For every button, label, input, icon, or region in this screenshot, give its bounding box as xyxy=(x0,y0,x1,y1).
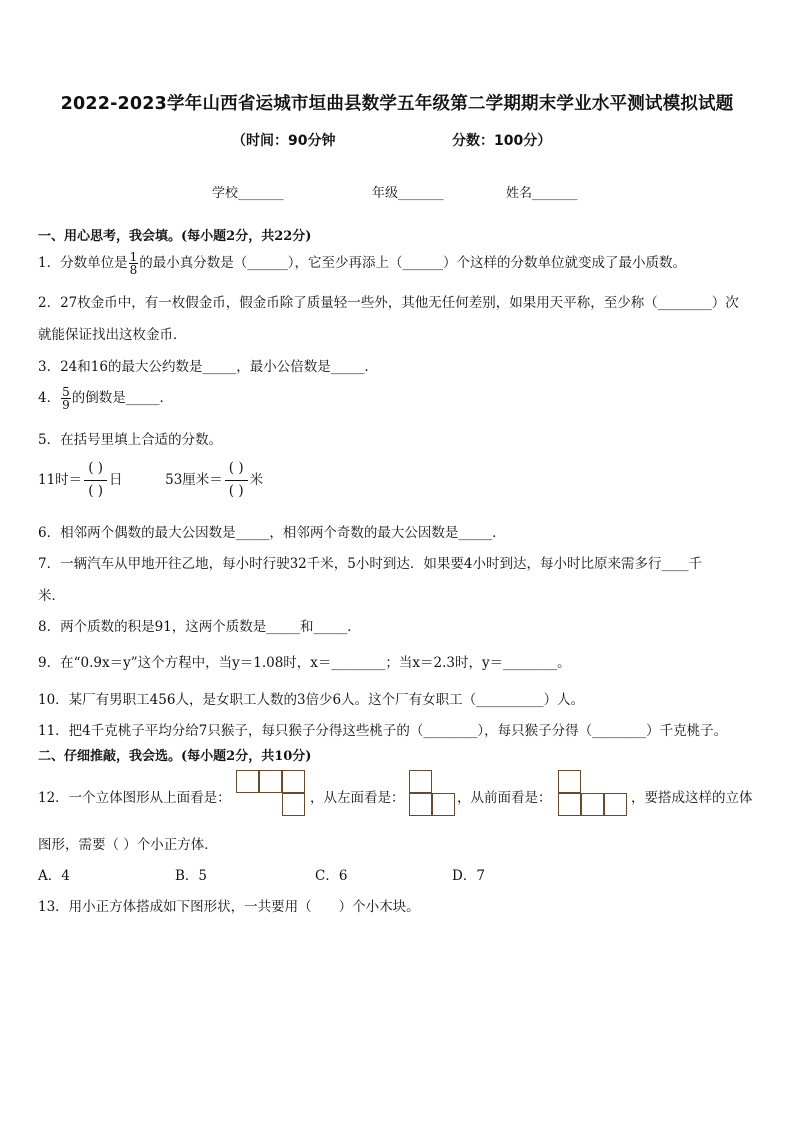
question-9: 9．在“0.9x＝y”这个方程中，当y＝1.08时，x＝________；当x＝2.3时，y＝________。 xyxy=(38,655,571,671)
question-3: 3．24和16的最大公约数是_____，最小公倍数是_____． xyxy=(38,359,378,375)
view-square xyxy=(409,793,432,816)
question-5: 5．在括号里填上合适的分数。 xyxy=(38,432,223,448)
view-square xyxy=(259,770,282,793)
question-12-part-b: ，从左面看是： xyxy=(310,790,405,806)
fraction-1-8: $\frac{1}{8}$ xyxy=(129,250,138,277)
question-1: 1．分数单位是 $\frac{1}{8}$ 的最小真分数是（______），它至少再添上（______）个这样的分数单位就变成了最小质数。 xyxy=(38,250,686,277)
exam-time: （时间：90分钟 xyxy=(232,133,336,149)
section-2-heading: 二、仔细推敲，我会选。(每小题2分，共10分) xyxy=(38,749,312,764)
page-title: 2022-2023学年山西省运城市垣曲县数学五年级第二学期期末学业水平测试模拟试题 xyxy=(60,94,734,114)
question-2-line-2: 就能保证找出这枚金币． xyxy=(38,327,187,343)
blank-fraction-day: ( ) ( ) xyxy=(84,460,107,500)
question-6: 6．相邻两个偶数的最大公因数是_____，相邻两个奇数的最大公因数是_____． xyxy=(38,525,506,541)
view-square xyxy=(558,770,581,793)
question-10: 10．某厂有男职工456人，是女职工人数的3倍少6人。这个厂有女职工（__________）人。 xyxy=(38,692,585,708)
blank-fraction-meter: ( ) ( ) xyxy=(225,460,248,500)
view-square xyxy=(236,770,259,793)
question-12-part-a: 12．一个立体图形从上面看是： xyxy=(38,790,231,806)
question-13: 13．用小正方体搭成如下图形状，一共要用（ ）个小木块。 xyxy=(38,899,420,915)
view-square xyxy=(282,793,305,816)
view-square xyxy=(432,793,455,816)
question-5-blanks: 11时＝ ( ) ( ) 日 53厘米＝ ( ) ( ) 米 xyxy=(38,460,264,499)
option-b[interactable]: B．5 xyxy=(175,868,208,884)
view-square xyxy=(558,793,581,816)
question-2-line-1: 2．27枚金币中，有一枚假金币，假金币除了质量轻一些外，其他无任何差别，如果用天平称，至少称（________）次 xyxy=(38,295,739,311)
section-1-heading: 一、用心思考，我会填。(每小题2分，共22分) xyxy=(38,229,312,244)
option-d[interactable]: D．7 xyxy=(452,868,485,884)
grade-field: 年级_______ xyxy=(372,186,444,201)
question-4: 4． $\frac{5}{9}$ 的倒数是_____． xyxy=(38,385,173,412)
option-a[interactable]: A．4 xyxy=(38,868,70,884)
option-c[interactable]: C．6 xyxy=(315,868,348,884)
question-11: 11．把4千克桃子平均分给7只猴子，每只猴子分得这些桃子的（________），每只猴子分得（________）千克桃子。 xyxy=(38,723,728,739)
question-12-part-c: ，从前面看是： xyxy=(457,790,552,806)
view-square xyxy=(282,770,305,793)
question-12-line-2: 图形，需要（ ）个小正方体． xyxy=(38,837,218,853)
view-square xyxy=(581,793,604,816)
exam-score: 分数：100分） xyxy=(452,133,552,149)
question-7-line-2: 米． xyxy=(38,588,65,604)
view-square xyxy=(409,770,432,793)
school-field: 学校_______ xyxy=(212,186,284,201)
name-field: 姓名_______ xyxy=(506,186,578,201)
question-7-line-1: 7．一辆汽车从甲地开往乙地，每小时行驶32千米，5小时到达．如果要4小时到达，每小时比原来需多行____千 xyxy=(38,556,702,572)
question-12-part-d: ，要搭成这样的立体 xyxy=(631,790,753,806)
question-8: 8．两个质数的积是91，这两个质数是_____和_____． xyxy=(38,619,361,635)
fraction-5-9: $\frac{5}{9}$ xyxy=(62,385,70,412)
view-square xyxy=(604,793,627,816)
